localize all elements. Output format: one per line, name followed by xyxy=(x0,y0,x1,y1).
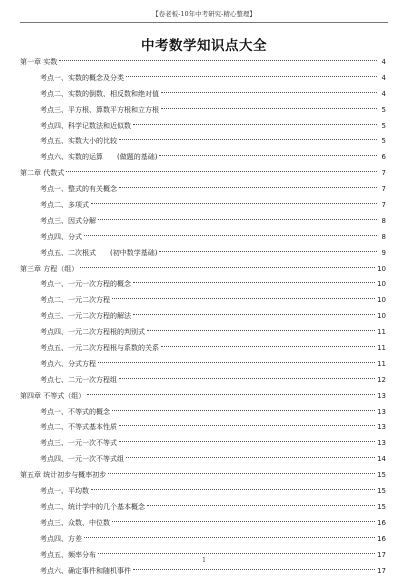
toc-page-number: 15 xyxy=(377,471,386,480)
toc-item-entry[interactable] xyxy=(20,484,386,500)
toc-page-number: 10 xyxy=(377,264,386,273)
toc-page-number: 8 xyxy=(381,232,386,241)
toc-item-entry[interactable] xyxy=(20,198,386,214)
toc-entry-label: 考点一、一元一次方程的概念 xyxy=(40,280,131,289)
toc-page-number: 17 xyxy=(377,550,386,559)
toc-page-number: 10 xyxy=(377,312,386,321)
toc-entry-label: 考点五、一元二次方程根与系数的关系 xyxy=(40,344,159,353)
toc-page-number: 12 xyxy=(377,375,386,384)
toc-item-entry[interactable] xyxy=(20,373,386,389)
toc-item-entry[interactable] xyxy=(20,420,386,436)
toc-page-number: 13 xyxy=(377,407,386,416)
toc-entry-label: 考点六、分式方程 xyxy=(40,359,96,368)
toc-entry-label: 考点一、不等式的概念 xyxy=(40,407,110,416)
toc-page-number: 16 xyxy=(377,518,386,527)
dot-leader xyxy=(147,505,375,506)
toc-page-number: 14 xyxy=(377,455,386,464)
toc-page-number: 8 xyxy=(381,216,386,225)
toc-entry-label: 考点二、统计学中的几个基本概念 xyxy=(40,502,145,511)
toc-entry-label: 考点一、平均数 xyxy=(40,487,89,496)
toc-entry-label: 考点四、方差 xyxy=(40,534,82,543)
dot-leader xyxy=(159,251,377,252)
toc-item-entry[interactable] xyxy=(20,325,386,341)
toc-page-number: 5 xyxy=(381,105,386,114)
toc-entry-label: 考点五、二次根式 xyxy=(40,248,96,257)
toc-page-number: 4 xyxy=(381,89,386,98)
toc-entry-label: 考点六、确定事件和随机事件 xyxy=(40,566,131,575)
toc-item-entry[interactable] xyxy=(20,516,386,532)
toc-item-entry[interactable] xyxy=(20,564,386,580)
toc-entry-label: 考点三、因式分解 xyxy=(40,216,96,225)
toc-item-entry[interactable] xyxy=(20,119,386,135)
toc-item-entry[interactable] xyxy=(20,341,386,357)
toc-entry-label: 考点五、实数大小的比较 xyxy=(40,137,117,146)
page-number: 1 xyxy=(202,557,206,564)
dot-leader xyxy=(161,92,377,93)
toc-entry-label: 第四章 不等式（组） xyxy=(20,391,86,400)
toc-entry-label: 考点一、实数的概念及分类 xyxy=(40,73,124,82)
toc-page-number: 11 xyxy=(377,359,386,368)
toc-item-entry[interactable] xyxy=(20,500,386,516)
toc-entry-label: 第三章 方程（组） xyxy=(20,264,79,273)
toc-item-entry[interactable] xyxy=(20,436,386,452)
dot-leader xyxy=(119,378,375,379)
toc-entry-label: 考点六、实数的运算 xyxy=(40,153,103,162)
toc-page-number: 17 xyxy=(377,566,386,575)
dot-leader xyxy=(126,457,375,458)
dot-leader xyxy=(80,267,375,268)
toc-item-entry[interactable] xyxy=(20,246,386,262)
dot-leader xyxy=(161,108,377,109)
toc-entry-label: 考点一、整式的有关概念 xyxy=(40,185,117,194)
toc-page-number: 7 xyxy=(381,169,386,178)
toc-entry-label: 考点三、一元二次方程的解法 xyxy=(40,312,131,321)
toc-entry-label: 考点三、一元一次不等式 xyxy=(40,439,117,448)
dot-leader xyxy=(133,124,377,125)
toc-item-entry[interactable] xyxy=(20,532,386,548)
toc-page-number: 11 xyxy=(377,328,386,337)
toc-item-entry[interactable] xyxy=(20,293,386,309)
toc-page-number: 9 xyxy=(381,248,386,257)
toc-item-entry[interactable] xyxy=(20,309,386,325)
toc-entry-label: 考点二、不等式基本性质 xyxy=(40,423,117,432)
toc-page-number: 15 xyxy=(377,502,386,511)
toc-item-entry[interactable] xyxy=(20,277,386,293)
dot-leader xyxy=(119,139,377,140)
toc-entry-label: 考点三、众数、中位数 xyxy=(40,518,110,527)
toc-entry-label: 考点二、多项式 xyxy=(40,201,89,210)
toc-chapter-entry[interactable] xyxy=(20,389,386,405)
toc-item-entry[interactable] xyxy=(20,230,386,246)
toc-chapter-entry[interactable] xyxy=(20,166,386,182)
toc-page-number: 7 xyxy=(381,201,386,210)
dot-leader xyxy=(161,346,375,347)
toc-item-entry[interactable] xyxy=(20,134,386,150)
toc-entry-label: 考点四、科学记数法和近似数 xyxy=(40,121,131,130)
toc-entry-label: 考点三、平方根、算数平方根和立方根 xyxy=(40,105,159,114)
dot-leader xyxy=(112,410,375,411)
dot-leader xyxy=(133,569,375,570)
toc-item-entry[interactable] xyxy=(20,150,386,166)
dot-leader xyxy=(87,394,375,395)
toc-entry-label: 第二章 代数式 xyxy=(20,169,65,178)
toc-page-number: 4 xyxy=(381,73,386,82)
document-title: 中考数学知识点大全 xyxy=(141,38,267,54)
dot-leader xyxy=(84,235,377,236)
toc-item-entry[interactable] xyxy=(20,87,386,103)
dot-leader xyxy=(112,298,375,299)
dot-leader xyxy=(147,330,375,331)
toc-chapter-entry[interactable] xyxy=(20,262,386,278)
toc-page-number: 13 xyxy=(377,391,386,400)
toc-page-number: 15 xyxy=(377,487,386,496)
dot-leader xyxy=(98,219,377,220)
toc-item-entry[interactable] xyxy=(20,405,386,421)
toc-entry-label: 考点四、一元一次不等式组 xyxy=(40,455,124,464)
toc-page-number: 10 xyxy=(377,280,386,289)
toc-page-number: 5 xyxy=(381,121,386,130)
dot-leader xyxy=(98,553,375,554)
dot-leader xyxy=(91,203,377,204)
dot-leader xyxy=(133,282,375,283)
dot-leader xyxy=(98,362,375,363)
toc-item-entry[interactable] xyxy=(20,357,386,373)
toc-item-entry[interactable] xyxy=(20,182,386,198)
toc-chapter-entry[interactable] xyxy=(20,55,386,71)
toc-entry-label: 考点四、分式 xyxy=(40,232,82,241)
toc-page-number: 10 xyxy=(377,296,386,305)
header-rule xyxy=(20,22,388,23)
toc-entry-label: 第一章 实数 xyxy=(20,58,58,66)
dot-leader xyxy=(91,489,375,490)
toc-page-number: 13 xyxy=(377,423,386,432)
toc-entry-note: (做题的基础) xyxy=(117,153,158,162)
table-of-contents xyxy=(20,55,386,579)
toc-page-number: 11 xyxy=(377,344,386,353)
toc-item-entry[interactable] xyxy=(20,214,386,230)
toc-item-entry[interactable] xyxy=(20,452,386,468)
dot-leader xyxy=(126,76,377,77)
dot-leader xyxy=(108,473,375,474)
toc-entry-label: 考点四、一元二次方程根的判别式 xyxy=(40,328,145,337)
toc-page-number: 5 xyxy=(381,137,386,146)
toc-entry-label: 考点五、频率分布 xyxy=(40,550,96,559)
dot-leader xyxy=(119,187,377,188)
toc-page-number: 6 xyxy=(381,153,386,162)
dot-leader xyxy=(133,314,375,315)
toc-entry-note: (初中数学基础) xyxy=(110,248,158,257)
dot-leader xyxy=(119,441,375,442)
toc-page-number: 4 xyxy=(381,58,386,66)
toc-entry-label: 考点二、实数的倒数、相反数和绝对值 xyxy=(40,89,159,98)
dot-leader xyxy=(59,60,377,61)
toc-entry-label: 考点七、二元一次方程组 xyxy=(40,375,117,384)
toc-entry-label: 考点二、一元二次方程 xyxy=(40,296,110,305)
dot-leader xyxy=(112,521,375,522)
dot-leader xyxy=(66,171,377,172)
toc-entry-label: 第五章 统计初步与概率初步 xyxy=(20,471,107,480)
toc-page-number: 16 xyxy=(377,534,386,543)
toc-chapter-entry[interactable] xyxy=(20,468,386,484)
toc-item-entry[interactable] xyxy=(20,71,386,87)
dot-leader xyxy=(159,155,377,156)
toc-item-entry[interactable] xyxy=(20,103,386,119)
dot-leader xyxy=(84,537,375,538)
dot-leader xyxy=(119,425,375,426)
page-header: 【卷老板-10年中考研究-精心整理】 xyxy=(152,10,256,18)
toc-page-number: 7 xyxy=(381,185,386,194)
toc-page-number: 13 xyxy=(377,439,386,448)
